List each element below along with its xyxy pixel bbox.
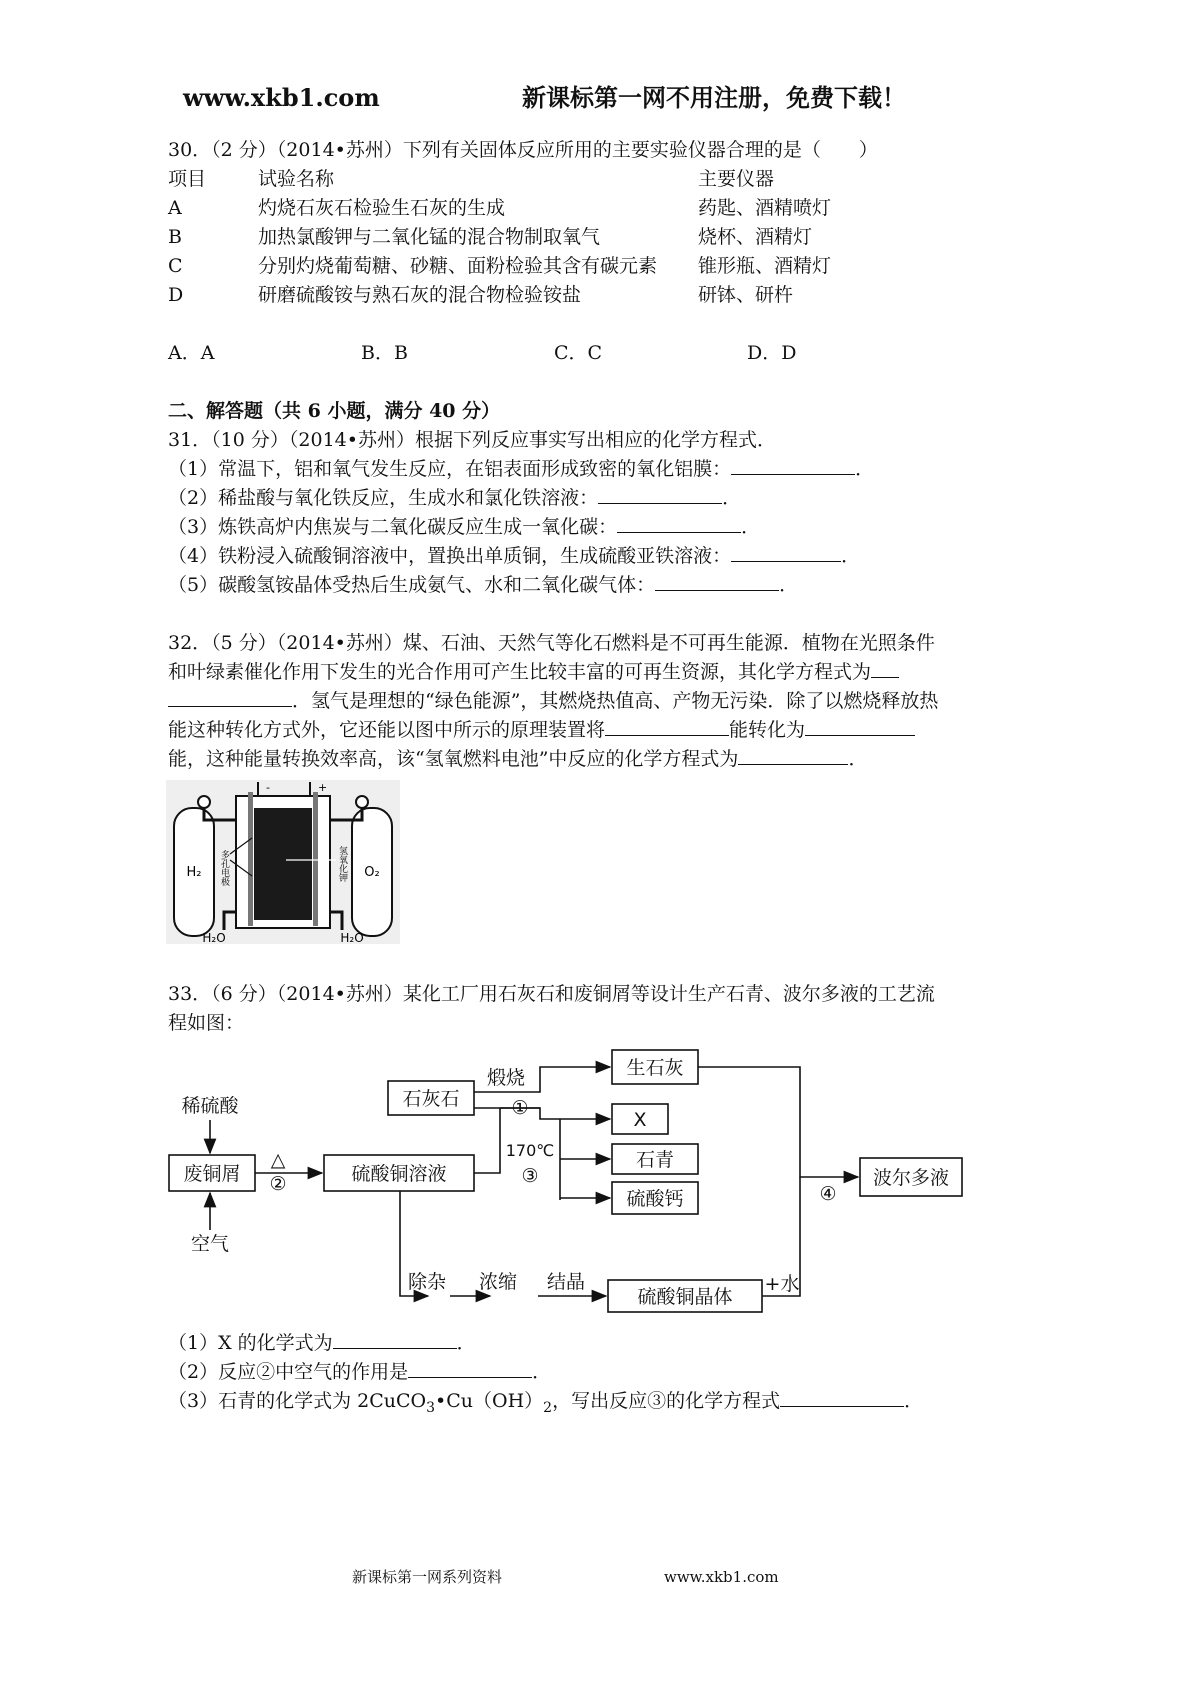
- label-crystallize: 结晶: [546, 1271, 586, 1293]
- sub-end: ．: [532, 1361, 552, 1383]
- footer-series: 新课标第一网系列资料: [352, 1568, 503, 1586]
- label-step4: ④: [819, 1183, 837, 1205]
- label-step3: ③: [521, 1165, 539, 1187]
- label-dilute-acid: 稀硫酸: [181, 1095, 239, 1117]
- label-cuso4-solution: 硫酸铜溶液: [351, 1163, 447, 1185]
- label-calcine: 煅烧: [486, 1067, 526, 1089]
- table-header-row: [0, 168, 1200, 192]
- table-cell: 分别灼烧葡萄糖、砂糖、面粉检验其含有碳元素: [258, 255, 658, 277]
- subscript: 3: [426, 1399, 436, 1416]
- table-cell: D: [168, 284, 184, 306]
- label-crystal: 硫酸铜晶体: [637, 1286, 733, 1308]
- water-label: H₂O: [340, 931, 364, 944]
- table-cell: A: [168, 197, 182, 219]
- label-bordeaux: 波尔多液: [872, 1167, 950, 1189]
- footer-site: www.xkb1.com: [664, 1568, 779, 1586]
- q31-item-1: [168, 458, 874, 481]
- line-text: 能转化为: [729, 719, 806, 741]
- table-header-cell: 试验名称: [258, 168, 335, 190]
- item-text: （5）碳酸氢铵晶体受热后生成氨气、水和二氧化碳气体：: [168, 574, 656, 596]
- sub-end: ．: [904, 1390, 924, 1412]
- answer-blank[interactable]: [780, 1390, 904, 1407]
- electrode-label: 多孔电极: [219, 850, 229, 886]
- label-concentrate: 浓缩: [478, 1271, 518, 1293]
- table-header-cell: 主要仪器: [698, 168, 775, 190]
- label-limestone: 石灰石: [402, 1088, 460, 1110]
- label-purify: 除杂: [407, 1271, 447, 1293]
- q32-line-1: 32．（5 分）（2014•苏州）煤、石油、天然气等化石燃料是不可再生能源．植物在光照条件: [168, 632, 935, 654]
- label-quicklime: 生石灰: [626, 1057, 684, 1079]
- table-row: [0, 226, 1200, 250]
- table-cell: 药匙、酒精喷灯: [698, 197, 832, 219]
- answer-blank[interactable]: [617, 516, 741, 533]
- table-cell: 灼烧石灰石检验生石灰的生成: [258, 197, 506, 219]
- label-add-water: +水: [764, 1273, 800, 1295]
- section-title: 二、解答题（共 6 小题，满分 40 分）: [168, 400, 501, 422]
- sub-text: （3）石青的化学式为 2CuCO: [168, 1390, 427, 1412]
- sub-text: （1）X 的化学式为: [168, 1332, 333, 1354]
- q31-title: 31．（10 分）（2014•苏州）根据下列反应事实写出相应的化学方程式．: [168, 429, 776, 451]
- o2-label: O₂: [364, 865, 380, 880]
- answer-blank[interactable]: [655, 574, 779, 591]
- q32-line-2: [168, 661, 899, 684]
- answer-blank[interactable]: [871, 661, 899, 678]
- table-cell: 加热氯酸钾与二氧化锰的混合物制取氧气: [258, 226, 601, 248]
- label-heat: △: [270, 1149, 286, 1171]
- q33-line-2: 程如图：: [168, 1012, 245, 1034]
- q33-sub-1: [168, 1332, 476, 1355]
- q30-option-d[interactable]: D．D: [747, 342, 797, 364]
- table-cell: 锥形瓶、酒精灯: [698, 255, 832, 277]
- h2-label: H₂: [186, 865, 202, 880]
- q31-item-5: [168, 574, 798, 597]
- answer-blank[interactable]: [168, 690, 292, 707]
- answer-blank[interactable]: [805, 719, 915, 736]
- label-step1: ①: [511, 1097, 529, 1119]
- minus-label: -: [266, 781, 270, 794]
- q31-item-4: [168, 545, 860, 568]
- process-flowchart: [160, 1040, 970, 1320]
- answer-blank[interactable]: [731, 458, 855, 475]
- line-text: 能，这种能量转换效率高，该“氢氧燃料电池”中反应的化学方程式为: [168, 748, 739, 770]
- q33-sub-3: [168, 1390, 923, 1417]
- table-cell: 研磨硫酸铵与熟石灰的混合物检验铵盐: [258, 284, 582, 306]
- electrode: [313, 792, 318, 926]
- q30-title: 30．（2 分）（2014•苏州）下列有关固体反应所用的主要实验仪器合理的是（ ）: [168, 139, 878, 161]
- q30-option-b[interactable]: B．B: [361, 342, 408, 364]
- q30-option-c[interactable]: C．C: [554, 342, 603, 364]
- koh-label: 氢氧化钾: [337, 846, 347, 882]
- q33-line-1: 33．（6 分）（2014•苏州）某化工厂用石灰石和废铜屑等设计生产石青、波尔多液的工艺流: [168, 983, 935, 1005]
- q33-sub-2: [168, 1361, 551, 1384]
- q30-option-a[interactable]: A．A: [168, 342, 215, 364]
- label-azurite: 石青: [635, 1149, 675, 1171]
- item-end: ．: [779, 574, 799, 596]
- item-end: ．: [841, 545, 861, 567]
- line-text: 能这种转化方式外，它还能以图中所示的原理装置将: [168, 719, 606, 741]
- item-end: ．: [722, 487, 742, 509]
- header-site: www.xkb1.com: [183, 83, 380, 112]
- q32-line-5: [168, 748, 867, 771]
- item-text: （2）稀盐酸与氧化铁反应，生成水和氯化铁溶液：: [168, 487, 599, 509]
- table-cell: 研钵、研杵: [698, 284, 794, 306]
- fuel-cell-diagram: [166, 780, 400, 944]
- item-end: ．: [855, 458, 875, 480]
- sub-text: （2）反应②中空气的作用是: [168, 1361, 409, 1383]
- table-row: [0, 197, 1200, 221]
- sub-text: ，写出反应③的化学方程式: [552, 1390, 781, 1412]
- answer-blank[interactable]: [408, 1361, 532, 1378]
- subscript: 2: [543, 1399, 553, 1416]
- valve-icon: [198, 796, 210, 808]
- label-step2: ②: [269, 1173, 287, 1195]
- answer-blank[interactable]: [731, 545, 841, 562]
- table-cell: 烧杯、酒精灯: [698, 226, 813, 248]
- label-air: 空气: [190, 1233, 230, 1255]
- item-end: ．: [741, 516, 761, 538]
- q31-item-3: [168, 516, 760, 539]
- label-caso4: 硫酸钙: [626, 1188, 684, 1210]
- answer-blank[interactable]: [333, 1332, 457, 1349]
- table-row: [0, 284, 1200, 308]
- answer-blank[interactable]: [605, 719, 729, 736]
- electrode: [248, 792, 253, 926]
- table-cell: B: [168, 226, 182, 248]
- line-end: ．: [848, 748, 868, 770]
- q32-line-4: [168, 719, 915, 742]
- item-text: （3）炼铁高炉内焦炭与二氧化碳反应生成一氧化碳：: [168, 516, 618, 538]
- table-row: [0, 255, 1200, 279]
- water-label: H₂O: [202, 931, 226, 944]
- item-text: （1）常温下，铝和氧气发生反应，在铝表面形成致密的氧化铝膜：: [168, 458, 732, 480]
- answer-blank[interactable]: [738, 748, 848, 765]
- answer-blank[interactable]: [598, 487, 722, 504]
- line-text: 和叶绿素催化作用下发生的光合作用可产生比较丰富的可再生资源，其化学方程式为: [168, 661, 872, 683]
- plus-label: +: [318, 781, 328, 794]
- q32-line-3: [168, 690, 938, 713]
- sub-end: ．: [456, 1332, 476, 1354]
- table-cell: C: [168, 255, 183, 277]
- line-text: ．氢气是理想的“绿色能源”，其燃烧热值高、产物无污染．除了以燃烧释放热: [292, 690, 939, 712]
- table-header-cell: 项目: [168, 168, 207, 190]
- valve-icon: [356, 796, 368, 808]
- q31-item-2: [168, 487, 741, 510]
- label-scrap: 废铜屑: [183, 1163, 241, 1185]
- item-text: （4）铁粉浸入硫酸铜溶液中，置换出单质铜，生成硫酸亚铁溶液：: [168, 545, 732, 567]
- header-slogan: 新课标第一网不用注册，免费下载！: [522, 83, 906, 112]
- label-temp: 170℃: [505, 1141, 555, 1160]
- label-x: X: [633, 1109, 647, 1131]
- electrolyte: [254, 808, 312, 920]
- sub-text: •Cu（OH）: [435, 1390, 544, 1412]
